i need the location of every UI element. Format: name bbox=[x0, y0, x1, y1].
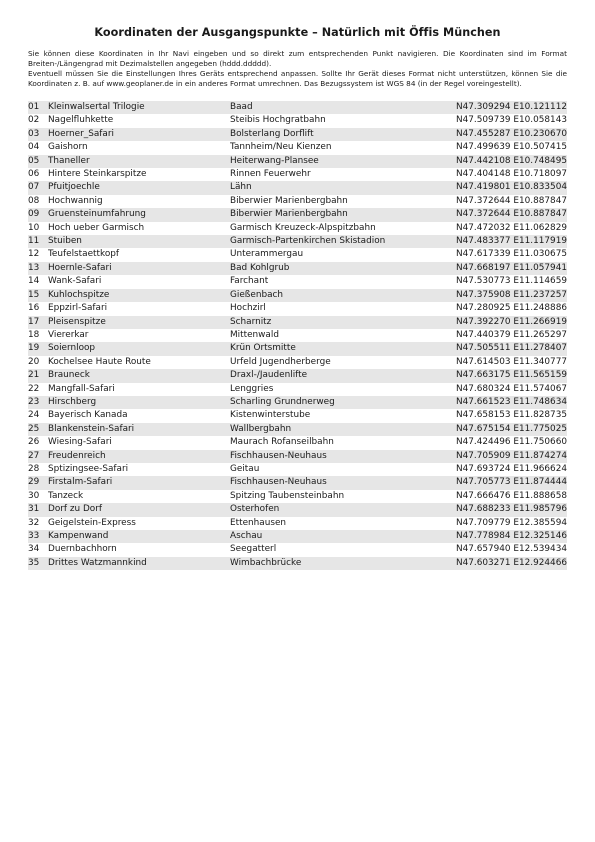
table-row bbox=[28, 155, 567, 168]
start-location: Lähn bbox=[230, 181, 440, 194]
route-name: Teufelstaettkopf bbox=[48, 248, 230, 261]
coordinates: N47.666476 E11.888658 bbox=[440, 490, 567, 503]
row-number: 02 bbox=[28, 114, 48, 127]
route-name: Wank-Safari bbox=[48, 275, 230, 288]
coordinates: N47.657940 E12.539434 bbox=[440, 543, 567, 556]
coordinates: N47.603271 E12.924466 bbox=[440, 557, 567, 570]
row-number: 12 bbox=[28, 248, 48, 261]
start-location: Wimbachbrücke bbox=[230, 557, 440, 570]
start-location: Lenggries bbox=[230, 383, 440, 396]
start-location: Mittenwald bbox=[230, 329, 440, 342]
route-name: Nagelfluhkette bbox=[48, 114, 230, 127]
table-row bbox=[28, 235, 567, 248]
coordinates: N47.705909 E11.874274 bbox=[440, 450, 567, 463]
start-location: Bolsterlang Dorflift bbox=[230, 128, 440, 141]
table-row bbox=[28, 423, 567, 436]
coordinates: N47.372644 E10.887847 bbox=[440, 195, 567, 208]
intro-text bbox=[28, 49, 567, 89]
row-number: 35 bbox=[28, 557, 48, 570]
coordinates: N47.442108 E10.748495 bbox=[440, 155, 567, 168]
route-name: Soiernloop bbox=[48, 342, 230, 355]
coordinates: N47.455287 E10.230670 bbox=[440, 128, 567, 141]
coordinates: N47.663175 E11.565159 bbox=[440, 369, 567, 382]
route-name: Sptizingsee-Safari bbox=[48, 463, 230, 476]
table-row bbox=[28, 195, 567, 208]
start-location: Unterammergau bbox=[230, 248, 440, 261]
row-number: 15 bbox=[28, 289, 48, 302]
start-location: Aschau bbox=[230, 530, 440, 543]
start-location: Rinnen Feuerwehr bbox=[230, 168, 440, 181]
row-number: 28 bbox=[28, 463, 48, 476]
start-location: Fischhausen-Neuhaus bbox=[230, 476, 440, 489]
route-name: Hoernle-Safari bbox=[48, 262, 230, 275]
start-location: Heiterwang-Plansee bbox=[230, 155, 440, 168]
coordinates: N47.688233 E11.985796 bbox=[440, 503, 567, 516]
start-location: Geitau bbox=[230, 463, 440, 476]
table-row bbox=[28, 396, 567, 409]
row-number: 09 bbox=[28, 208, 48, 221]
start-location: Bad Kohlgrub bbox=[230, 262, 440, 275]
start-location: Garmisch-Partenkirchen Skistadion bbox=[230, 235, 440, 248]
route-name: Freudenreich bbox=[48, 450, 230, 463]
start-location: Kistenwinterstube bbox=[230, 409, 440, 422]
start-location: Scharnitz bbox=[230, 316, 440, 329]
row-number: 06 bbox=[28, 168, 48, 181]
table-row bbox=[28, 141, 567, 154]
row-number: 23 bbox=[28, 396, 48, 409]
coordinates: N47.668197 E11.057941 bbox=[440, 262, 567, 275]
coordinates: N47.404148 E10.718097 bbox=[440, 168, 567, 181]
coordinates: N47.392270 E11.266919 bbox=[440, 316, 567, 329]
table-row bbox=[28, 543, 567, 556]
coordinates: N47.424496 E11.750660 bbox=[440, 436, 567, 449]
table-row bbox=[28, 450, 567, 463]
table-row bbox=[28, 356, 567, 369]
route-name: Geigelstein-Express bbox=[48, 517, 230, 530]
coordinates: N47.614503 E11.340777 bbox=[440, 356, 567, 369]
document-page bbox=[28, 20, 567, 570]
row-number: 20 bbox=[28, 356, 48, 369]
coordinates: N47.658153 E11.828735 bbox=[440, 409, 567, 422]
table-row bbox=[28, 436, 567, 449]
intro-paragraph-1: Sie können diese Koordinaten in Ihr Navi eingeben und so direkt zum entsprechenden Punkt navigieren. Die Koordinaten sind im Format Breiten-/Längengrad mit Dezimalstellen angegeben (hddd.ddddd). bbox=[28, 49, 567, 68]
table-row bbox=[28, 302, 567, 315]
start-location: Biberwier Marienbergbahn bbox=[230, 195, 440, 208]
start-location: Gießenbach bbox=[230, 289, 440, 302]
page-title: Koordinaten der Ausgangspunkte – Natürlich mit Öffis München bbox=[94, 26, 501, 39]
table-row bbox=[28, 517, 567, 530]
row-number: 27 bbox=[28, 450, 48, 463]
table-row bbox=[28, 316, 567, 329]
row-number: 07 bbox=[28, 181, 48, 194]
table-row bbox=[28, 476, 567, 489]
coordinates: N47.705773 E11.874444 bbox=[440, 476, 567, 489]
table-row bbox=[28, 114, 567, 127]
coordinates: N47.499639 E10.507415 bbox=[440, 141, 567, 154]
start-location: Wallbergbahn bbox=[230, 423, 440, 436]
route-name: Eppzirl-Safari bbox=[48, 302, 230, 315]
route-name: Brauneck bbox=[48, 369, 230, 382]
coordinates: N47.375908 E11.237257 bbox=[440, 289, 567, 302]
table-row bbox=[28, 490, 567, 503]
table-row bbox=[28, 248, 567, 261]
route-name: Drittes Watzmannkind bbox=[48, 557, 230, 570]
row-number: 05 bbox=[28, 155, 48, 168]
start-location: Krün Ortsmitte bbox=[230, 342, 440, 355]
start-location: Seegatterl bbox=[230, 543, 440, 556]
coordinates: N47.693724 E11.966624 bbox=[440, 463, 567, 476]
start-location: Draxl-/Jaudenlifte bbox=[230, 369, 440, 382]
table-row bbox=[28, 557, 567, 570]
table-row bbox=[28, 530, 567, 543]
route-name: Pleisenspitze bbox=[48, 316, 230, 329]
start-location: Baad bbox=[230, 101, 440, 114]
table-row bbox=[28, 503, 567, 516]
row-number: 18 bbox=[28, 329, 48, 342]
table-row bbox=[28, 101, 567, 114]
coordinates: N47.483377 E11.117919 bbox=[440, 235, 567, 248]
route-name: Kuhlochspitze bbox=[48, 289, 230, 302]
intro-paragraph-2: Eventuell müssen Sie die Einstellungen Ihres Geräts entsprechend anpassen. Sollte Ihr Gerät dieses Format nicht unterstützen, können Sie die Koordinaten z. B. auf www.geoplaner.de in ein anderes Format umrechnen. Das Bezugssystem ist WGS 84 (in der Regel voreingestellt). bbox=[28, 69, 567, 88]
route-name: Kleinwalsertal Trilogie bbox=[48, 101, 230, 114]
table-row bbox=[28, 181, 567, 194]
route-name: Hoch ueber Garmisch bbox=[48, 222, 230, 235]
coordinates: N47.778984 E12.325146 bbox=[440, 530, 567, 543]
row-number: 29 bbox=[28, 476, 48, 489]
route-name: Duernbachhorn bbox=[48, 543, 230, 556]
coordinates: N47.309294 E10.121112 bbox=[440, 101, 567, 114]
table-row bbox=[28, 342, 567, 355]
row-number: 25 bbox=[28, 423, 48, 436]
row-number: 26 bbox=[28, 436, 48, 449]
route-name: Blankenstein-Safari bbox=[48, 423, 230, 436]
start-location: Maurach Rofanseilbahn bbox=[230, 436, 440, 449]
start-location: Steibis Hochgratbahn bbox=[230, 114, 440, 127]
row-number: 24 bbox=[28, 409, 48, 422]
row-number: 32 bbox=[28, 517, 48, 530]
row-number: 17 bbox=[28, 316, 48, 329]
row-number: 33 bbox=[28, 530, 48, 543]
table-row bbox=[28, 383, 567, 396]
table-row bbox=[28, 168, 567, 181]
row-number: 03 bbox=[28, 128, 48, 141]
coordinates: N47.530773 E11.114659 bbox=[440, 275, 567, 288]
route-name: Kochelsee Haute Route bbox=[48, 356, 230, 369]
route-name: Viererkar bbox=[48, 329, 230, 342]
start-location: Osterhofen bbox=[230, 503, 440, 516]
row-number: 11 bbox=[28, 235, 48, 248]
row-number: 01 bbox=[28, 101, 48, 114]
table-row bbox=[28, 369, 567, 382]
table-row bbox=[28, 275, 567, 288]
table-row bbox=[28, 463, 567, 476]
route-name: Bayerisch Kanada bbox=[48, 409, 230, 422]
route-name: Firstalm-Safari bbox=[48, 476, 230, 489]
start-location: Ettenhausen bbox=[230, 517, 440, 530]
route-name: Hoerner_Safari bbox=[48, 128, 230, 141]
table-row bbox=[28, 262, 567, 275]
route-name: Hochwannig bbox=[48, 195, 230, 208]
route-name: Stuiben bbox=[48, 235, 230, 248]
start-location: Scharling Grundnerweg bbox=[230, 396, 440, 409]
row-number: 21 bbox=[28, 369, 48, 382]
row-number: 22 bbox=[28, 383, 48, 396]
row-number: 31 bbox=[28, 503, 48, 516]
route-name: Gruensteinumfahrung bbox=[48, 208, 230, 221]
start-location: Biberwier Marienbergbahn bbox=[230, 208, 440, 221]
coordinates-table bbox=[28, 101, 567, 570]
route-name: Wiesing-Safari bbox=[48, 436, 230, 449]
table-row bbox=[28, 329, 567, 342]
row-number: 13 bbox=[28, 262, 48, 275]
route-name: Dorf zu Dorf bbox=[48, 503, 230, 516]
table-row bbox=[28, 289, 567, 302]
start-location: Fischhausen-Neuhaus bbox=[230, 450, 440, 463]
row-number: 04 bbox=[28, 141, 48, 154]
coordinates: N47.440379 E11.265297 bbox=[440, 329, 567, 342]
start-location: Urfeld Jugendherberge bbox=[230, 356, 440, 369]
coordinates: N47.509739 E10.058143 bbox=[440, 114, 567, 127]
coordinates: N47.709779 E12.385594 bbox=[440, 517, 567, 530]
route-name: Mangfall-Safari bbox=[48, 383, 230, 396]
route-name: Kampenwand bbox=[48, 530, 230, 543]
start-location: Hochzirl bbox=[230, 302, 440, 315]
coordinates: N47.617339 E11.030675 bbox=[440, 248, 567, 261]
route-name: Thaneller bbox=[48, 155, 230, 168]
row-number: 30 bbox=[28, 490, 48, 503]
coordinates: N47.680324 E11.574067 bbox=[440, 383, 567, 396]
start-location: Farchant bbox=[230, 275, 440, 288]
table-row bbox=[28, 409, 567, 422]
row-number: 16 bbox=[28, 302, 48, 315]
route-name: Hintere Steinkarspitze bbox=[48, 168, 230, 181]
coordinates: N47.419801 E10.833504 bbox=[440, 181, 567, 194]
coordinates: N47.661523 E11.748634 bbox=[440, 396, 567, 409]
row-number: 08 bbox=[28, 195, 48, 208]
coordinates: N47.675154 E11.775025 bbox=[440, 423, 567, 436]
table-row bbox=[28, 208, 567, 221]
coordinates: N47.505511 E11.278407 bbox=[440, 342, 567, 355]
table-row bbox=[28, 222, 567, 235]
coordinates: N47.372644 E10.887847 bbox=[440, 208, 567, 221]
row-number: 19 bbox=[28, 342, 48, 355]
row-number: 14 bbox=[28, 275, 48, 288]
route-name: Tanzeck bbox=[48, 490, 230, 503]
start-location: Tannheim/Neu Kienzen bbox=[230, 141, 440, 154]
table-row bbox=[28, 128, 567, 141]
coordinates: N47.472032 E11.062829 bbox=[440, 222, 567, 235]
route-name: Pfuitjoechle bbox=[48, 181, 230, 194]
route-name: Gaishorn bbox=[48, 141, 230, 154]
row-number: 34 bbox=[28, 543, 48, 556]
start-location: Garmisch Kreuzeck-Alpspitzbahn bbox=[230, 222, 440, 235]
start-location: Spitzing Taubensteinbahn bbox=[230, 490, 440, 503]
route-name: Hirschberg bbox=[48, 396, 230, 409]
coordinates: N47.280925 E11.248886 bbox=[440, 302, 567, 315]
row-number: 10 bbox=[28, 222, 48, 235]
